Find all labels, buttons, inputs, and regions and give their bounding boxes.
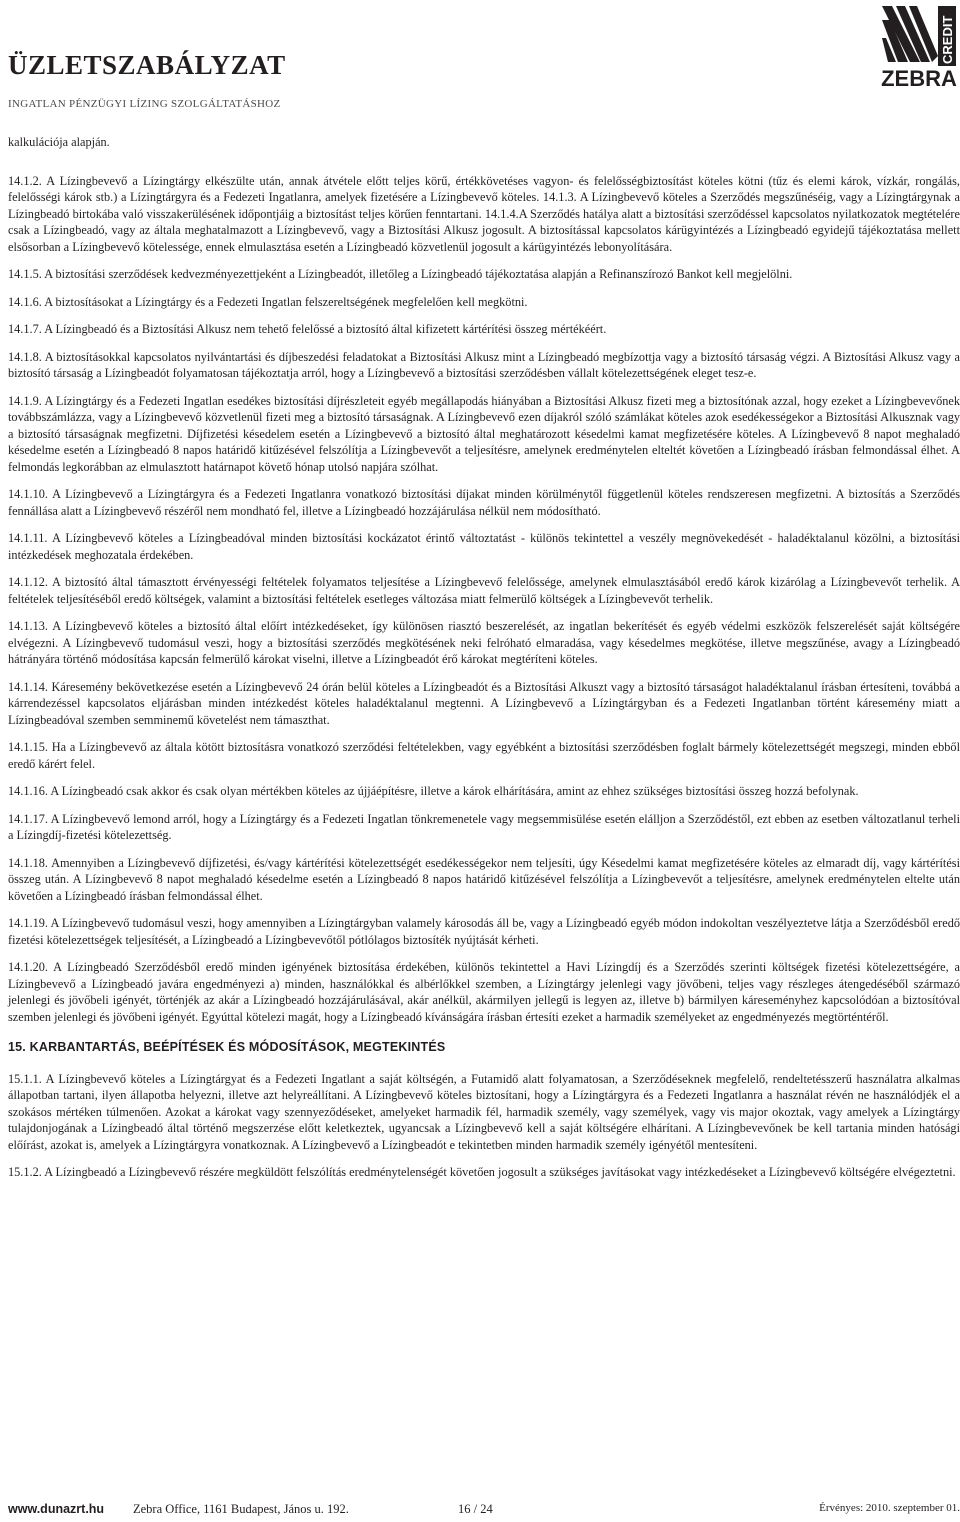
clause-number: 14.1.14. [8,679,48,694]
clause-number: 14.1.9. [8,393,42,408]
clause-text: A Lízingbevevő köteles a Lízingbeadóval minden biztosítási kockázatot érintő változtatást - különös tekintettel a veszély megnövekedését - haladéktalanul közölni, a biztosítási intézkedések meghozatala érdekében. [8,531,960,562]
document-body [8,134,960,1192]
paragraph-14-1-15 [8,739,960,772]
paragraph-14-1-10 [8,486,960,519]
clause-text: A biztosításokkal kapcsolatos nyilvántartási és díjbeszedési feladatokat a Biztosítási Alkusz mint a Lízingbeadó megbízottja vagy a biztosító társaság végzi. A Biztosítási Alkusz vagy a biztosító társaság a Lízingbeadót folyamatosan tájékoztatja arról, hogy a Lízingbevevő a biztosítási szerződésben vállalt kötelezettségének eleget tesz-e. [8,349,960,380]
clause-text: A Lízingtárgy és a Fedezeti Ingatlan esedékes biztosítási díjrészleteit egyéb megállapodás hiányában a Biztosítási Alkusz fizeti meg a biztosítónak azzal, hogy ezeket a Lízingbevevőnek továbbszámlázza, vagy a Lízingbevevő közvetlenül fizeti meg a biztosító társaságnak. A Lízingbevevő ezen díjakról szóló számlákat köteles azok esedékességekor a Biztosítási Alkusznak vagy a biztosító társaságnak megfizetni. Díjfizetési késedelem esetén a Lízingbevevő a biztosító által meghatározott késedelmi kamat megfizetésére köteles. A Lízingbevevő 8 napot meghaladó késedelme esetén a Lízingbeadó 8 napos határidő kitűzésével felszólítja a Lízingbevevőt a teljesítésre, amelynek eredménytelen elteltét követően a Lízingbeadó írásban felmondással élhet. A felmondás legkorábban az elmulasztott határnapot követő hónap utolsó napjára szólhat. [8,393,960,474]
document-title: ÜZLETSZABÁLYZAT [8,50,286,80]
page-header [0,0,960,120]
clause-number: 14.1.18. [8,855,48,870]
clause-text: A Lízingbeadó és a Biztosítási Alkusz nem tehető felelőssé a biztosító által kifizetett kártérítési összeg mértékéért. [44,322,607,336]
clause-text: A Lízingbeadó Szerződésből eredő minden igényének biztosítása érdekében, különös tekintettel a Havi Lízingdíj és a Szerződés szerinti költségek fizetési kötelezettségére, a Lízingbevevő a Lízingbeadó javára engedményezi a) minden, használókkal és albérlőkkel szemben, a Lízingtárgy jelenlegi vagy jövőbeni, teljes vagy részleges átengedéséből származó jelenlegi és jövőbeli igényét, történjék az akár a Lízingbeadó hozzájárulásával, akár anélkül, akármilyen jellegű is legyen az, illetve b) bármilyen káreseményhez kapcsolódóan a biztosítóval szemben jelenlegi és jövőbeni igényét. Egyúttal kötelezi magát, hogy a Lízingbeadó kívánságára írásban értesíti ezeket a harmadik személyeket az engedményezés megtörténtéről. [8,960,960,1024]
paragraph-14-1-13 [8,618,960,668]
clause-number: 14.1.17. [8,811,48,826]
clause-text: A biztosító által támasztott érvényességi feltételek folyamatos teljesítése a Lízingbevevő felelőssége, amelynek elmulasztásából eredő károk kizárólag a Lízingbevevőt terhelik. A feltételek teljesítéséből eredő költségek, valamint a biztosítási feltételek esetleges változása miatt felmerülő költségek a Lízingbevevőt terhelik. [8,575,960,606]
clause-number: 14.1.19. [8,916,48,930]
clause-text: A Lízingbevevő a Lízingtárgy elkészülte után, annak átvétele előtt teljes körű, értékkövetéses vagyon- és felelősségbiztosítást köteles kötni (tűz és elemi károk, vízkár, rongálás, felelősségi károk stb.) a Lízingtárgyra és a Fedezeti Ingatlanra, amelyek fizetésére a Lízingbevevő köteles. 14.1.3. A Lízingbevevő köteles a Szerződés megszűnéséig, vagy a Lízingtárgynak a Lízingbeadó birtokába való visszakerülésének időpontjáig a biztosítást teljes körűen fenntartani. 14.1.4.A Szerződés hatálya alatt a biztosítási szerződéssel kapcsolatos nyilatkozatok megtételére csak a Lízingbeadó, vagy az általa meghatalmazott a Lízingbevevő, vagy a Biztosítási Alkusz jogosult. A biztosítással kapcsolatos kárügyintézés a Lízingbeadó egyidejű tájékoztatása mellett elsősorban a Lízingbevevő kötelessége, ennek elmulasztása esetén a Lízingbeadó közvetlenül jogosult a kárügyintézés lebonyolítására. [8,173,960,254]
clause-number: 14.1.6. [8,294,42,309]
clause-text: A Lízingbeadó a Lízingbevevő részére megküldött felszólítás eredménytelenségét követően jogosult a szükséges javításokat vagy intézkedéseket a Lízingbevevő költségére elvégeztetni. [44,1165,956,1179]
paragraph-14-1-16 [8,783,960,800]
clause-number: 14.1.8. [8,349,42,364]
clause-text: Ha a Lízingbevevő az általa kötött biztosításra vonatkozó szerződési feltételekben, vagy egyébként a biztosítási szerződésben foglalt bármely kötelezettségét megszegi, minden ebből eredő kárért felel. [8,740,960,771]
clause-text: Káresemény bekövetkezése esetén a Lízingbevevő 24 órán belül köteles a Lízingbeadót és a Biztosítási Alkuszt vagy a biztosító társaságot haladéktalanul írásban értesíteni, továbbá a kárrendezéssel kapcsolatos eljárásban minden intézkedést köteles haladéktalanul megtenni. A Lízingbevevő a Lízingtárgyban és a Fedezeti Ingatlanban történt káresemény miatt a Lízingbeadóval szemben semminemű követelést nem támaszthat. [8,679,960,727]
paragraph-15-1-2 [8,1164,960,1181]
paragraph-14-1-12 [8,574,960,607]
footer-address: Zebra Office, 1161 Budapest, János u. 192. [133,1502,349,1516]
clause-number: 15.1.2. [8,1165,42,1179]
clause-text: A Lízingbevevő tudomásul veszi, hogy amennyiben a Lízingtárgyban valamely károsodás áll be, vagy a Lízingbeadó egyéb módon indokoltan veszélyeztetve látja a Szerződésből eredő fizetési kötelezettségek teljesítését, a Lízingbeadó a Lízingbevevőtől pótlólagos biztosíték nyújtását kérheti. [8,916,960,947]
paragraph-14-1-2 [8,173,960,256]
clause-number: 14.1.15. [8,740,48,754]
footer-website: www.dunazrt.hu [8,1502,105,1516]
paragraph-14-1-11 [8,530,960,563]
paragraph-14-1-20 [8,959,960,1025]
section-heading: 15. KARBANTARTÁS, BEÉPÍTÉSEK ÉS MÓDOSÍTÁSOK, MEGTEKINTÉS [8,1040,446,1054]
paragraph-14-1-9 [8,393,960,476]
validity-date: Érvényes: 2010. szeptember 01. [819,1502,960,1514]
paragraph-14-1-18 [8,855,960,905]
clause-number: 14.1.16. [8,784,48,798]
logo-zebra-text: ZEBRA [881,66,957,90]
logo-credit-text: CREDIT [940,15,955,64]
clause-number: 14.1.12. [8,575,48,589]
document-subtitle: INGATLAN PÉNZÜGYI LÍZING SZOLGÁLTATÁSHOZ [8,98,281,110]
clause-number: 14.1.5. [8,267,42,281]
clause-number: 14.1.11. [8,531,48,545]
paragraph-15-1-1 [8,1071,960,1154]
clause-number: 14.1.20. [8,960,48,974]
paragraph-14-1-7 [8,321,960,338]
page-footer [8,1502,960,1520]
clause-text: A Lízingbevevő lemond arról, hogy a Lízingtárgy és a Fedezeti Ingatlan tönkremenetele vagy megsemmisülése esetén elálljon a Szerződéstől, ezt ebben az esetben változatlanul terheli a Lízingdíj-fizetési kötelezettség. [8,811,960,842]
clause-number: 14.1.7. [8,322,42,336]
clause-number: 14.1.10. [8,487,48,501]
clause-text: A Lízingbeadó csak akkor és csak olyan mértékben köteles az újjáépítésre, illetve a károk elhárítására, amint az ehhez szükséges biztosítási összeg hozzá befolynak. [50,784,859,798]
clause-text: A Lízingbevevő köteles a Lízingtárgyat és a Fedezeti Ingatlant a saját költségén, a Futamidő alatt folyamatosan, a Szerződéseknek megfelelő, rendeltetésszerű használatra alkalmas állapotban tartani, ilyen állapotba helyezni, illetve azt helyreállítani. A Lízingbevevő köteles biztosítani, hogy a Lízingtárgyra és a Fedezeti Ingatlanra a használat révén ne használódjék el a szokásos mértéken túlmenően. Azokat a károkat vagy szennyeződéseket, amelyeket harmadik fél, harmadik személy, vagy személyek, vagy vis major okoztak, vagy amelyek a Lízingtárgy tulajdonjogának a Lízingbeadó által történő megszerzése előtt keletkeztek, ugyancsak a Lízingbevevő kell a saját költségére elhárítani. A Lízingbevevőnek be kell tartania minden hatósági előírást, azokat is, amelyek a Lízingtárgyra vonatkoznak. A Lízingbevevő a Lízingbeadót e tekintetben minden harmadik személy igényétől mentesíteni. [8,1071,960,1152]
clause-text: A biztosítási szerződések kedvezményezettjeként a Lízingbeadót, illetőleg a Lízingbeadó tájékoztatása alapján a Refinanszírozó Bankot kell megjelölni. [44,267,793,281]
paragraph-14-1-5 [8,266,960,283]
paragraph-14-1-19 [8,915,960,948]
clause-text: A Lízingbevevő köteles a biztosító által előírt intézkedéseket, így különösen riasztó beszerelését, az ingatlan bekerítését és egyéb védelmi eszközök felszerelését saját költségére elvégezni. A Lízingbevevő tudomásul veszi, hogy a biztosítási szerződés megkötésének neki felróható elmaradása, vagy késedelmes megkötése, illetve megszűnése, avagy a Lízingbeadó hátrányára történő módosítása kapcsán felmerülő károkat viselni, illetve a Lízingbeadót érő károkat megtéríteni köteles. [8,619,960,666]
paragraph-14-1-14 [8,679,960,729]
clause-text: A biztosításokat a Lízingtárgy és a Fedezeti Ingatlan felszereltségének megfelelően kell megkötni. [44,294,528,309]
clause-number: 14.1.13. [8,619,48,633]
page-number: 16 / 24 [458,1502,493,1516]
clause-text: A Lízingbevevő a Lízingtárgyra és a Fedezeti Ingatlanra vonatkozó biztosítási díjakat minden körülménytől függetlenül köteles rendszeresen megfizetni. A biztosítás a Szerződés fennállása alatt a Lízingbevevő részéről nem mondható fel, illetve a Lízingbeadó hozzájárulása nélkül nem módosítható. [8,487,960,518]
paragraph-14-1-8 [8,349,960,382]
clause-number: 14.1.2. [8,173,42,188]
paragraph-14-1-6 [8,294,960,311]
clause-number: 15.1.1. [8,1071,42,1086]
zebra-credit-logo [880,4,958,90]
paragraph-14-1-17 [8,811,960,844]
clause-text: Amennyiben a Lízingbevevő díjfizetési, és/vagy kártérítési kötelezettségét esedékességekor nem teljesíti, úgy Késedelmi kamat megfizetésére köteles az elmaradt díj, vagy kártérítési összeg után. A Lízingbevevő 8 napot meghaladó késedelme esetén a Lízingbeadó 8 napos határidő kitűzésével felszólítja a Lízingbevevőt a teljesítésre, amelynek eredménytelen eltelte után követően a Lízingbeadó írásban felmondással élhet. [8,855,960,903]
paragraph-continuation: kalkulációja alapján. [8,135,110,149]
